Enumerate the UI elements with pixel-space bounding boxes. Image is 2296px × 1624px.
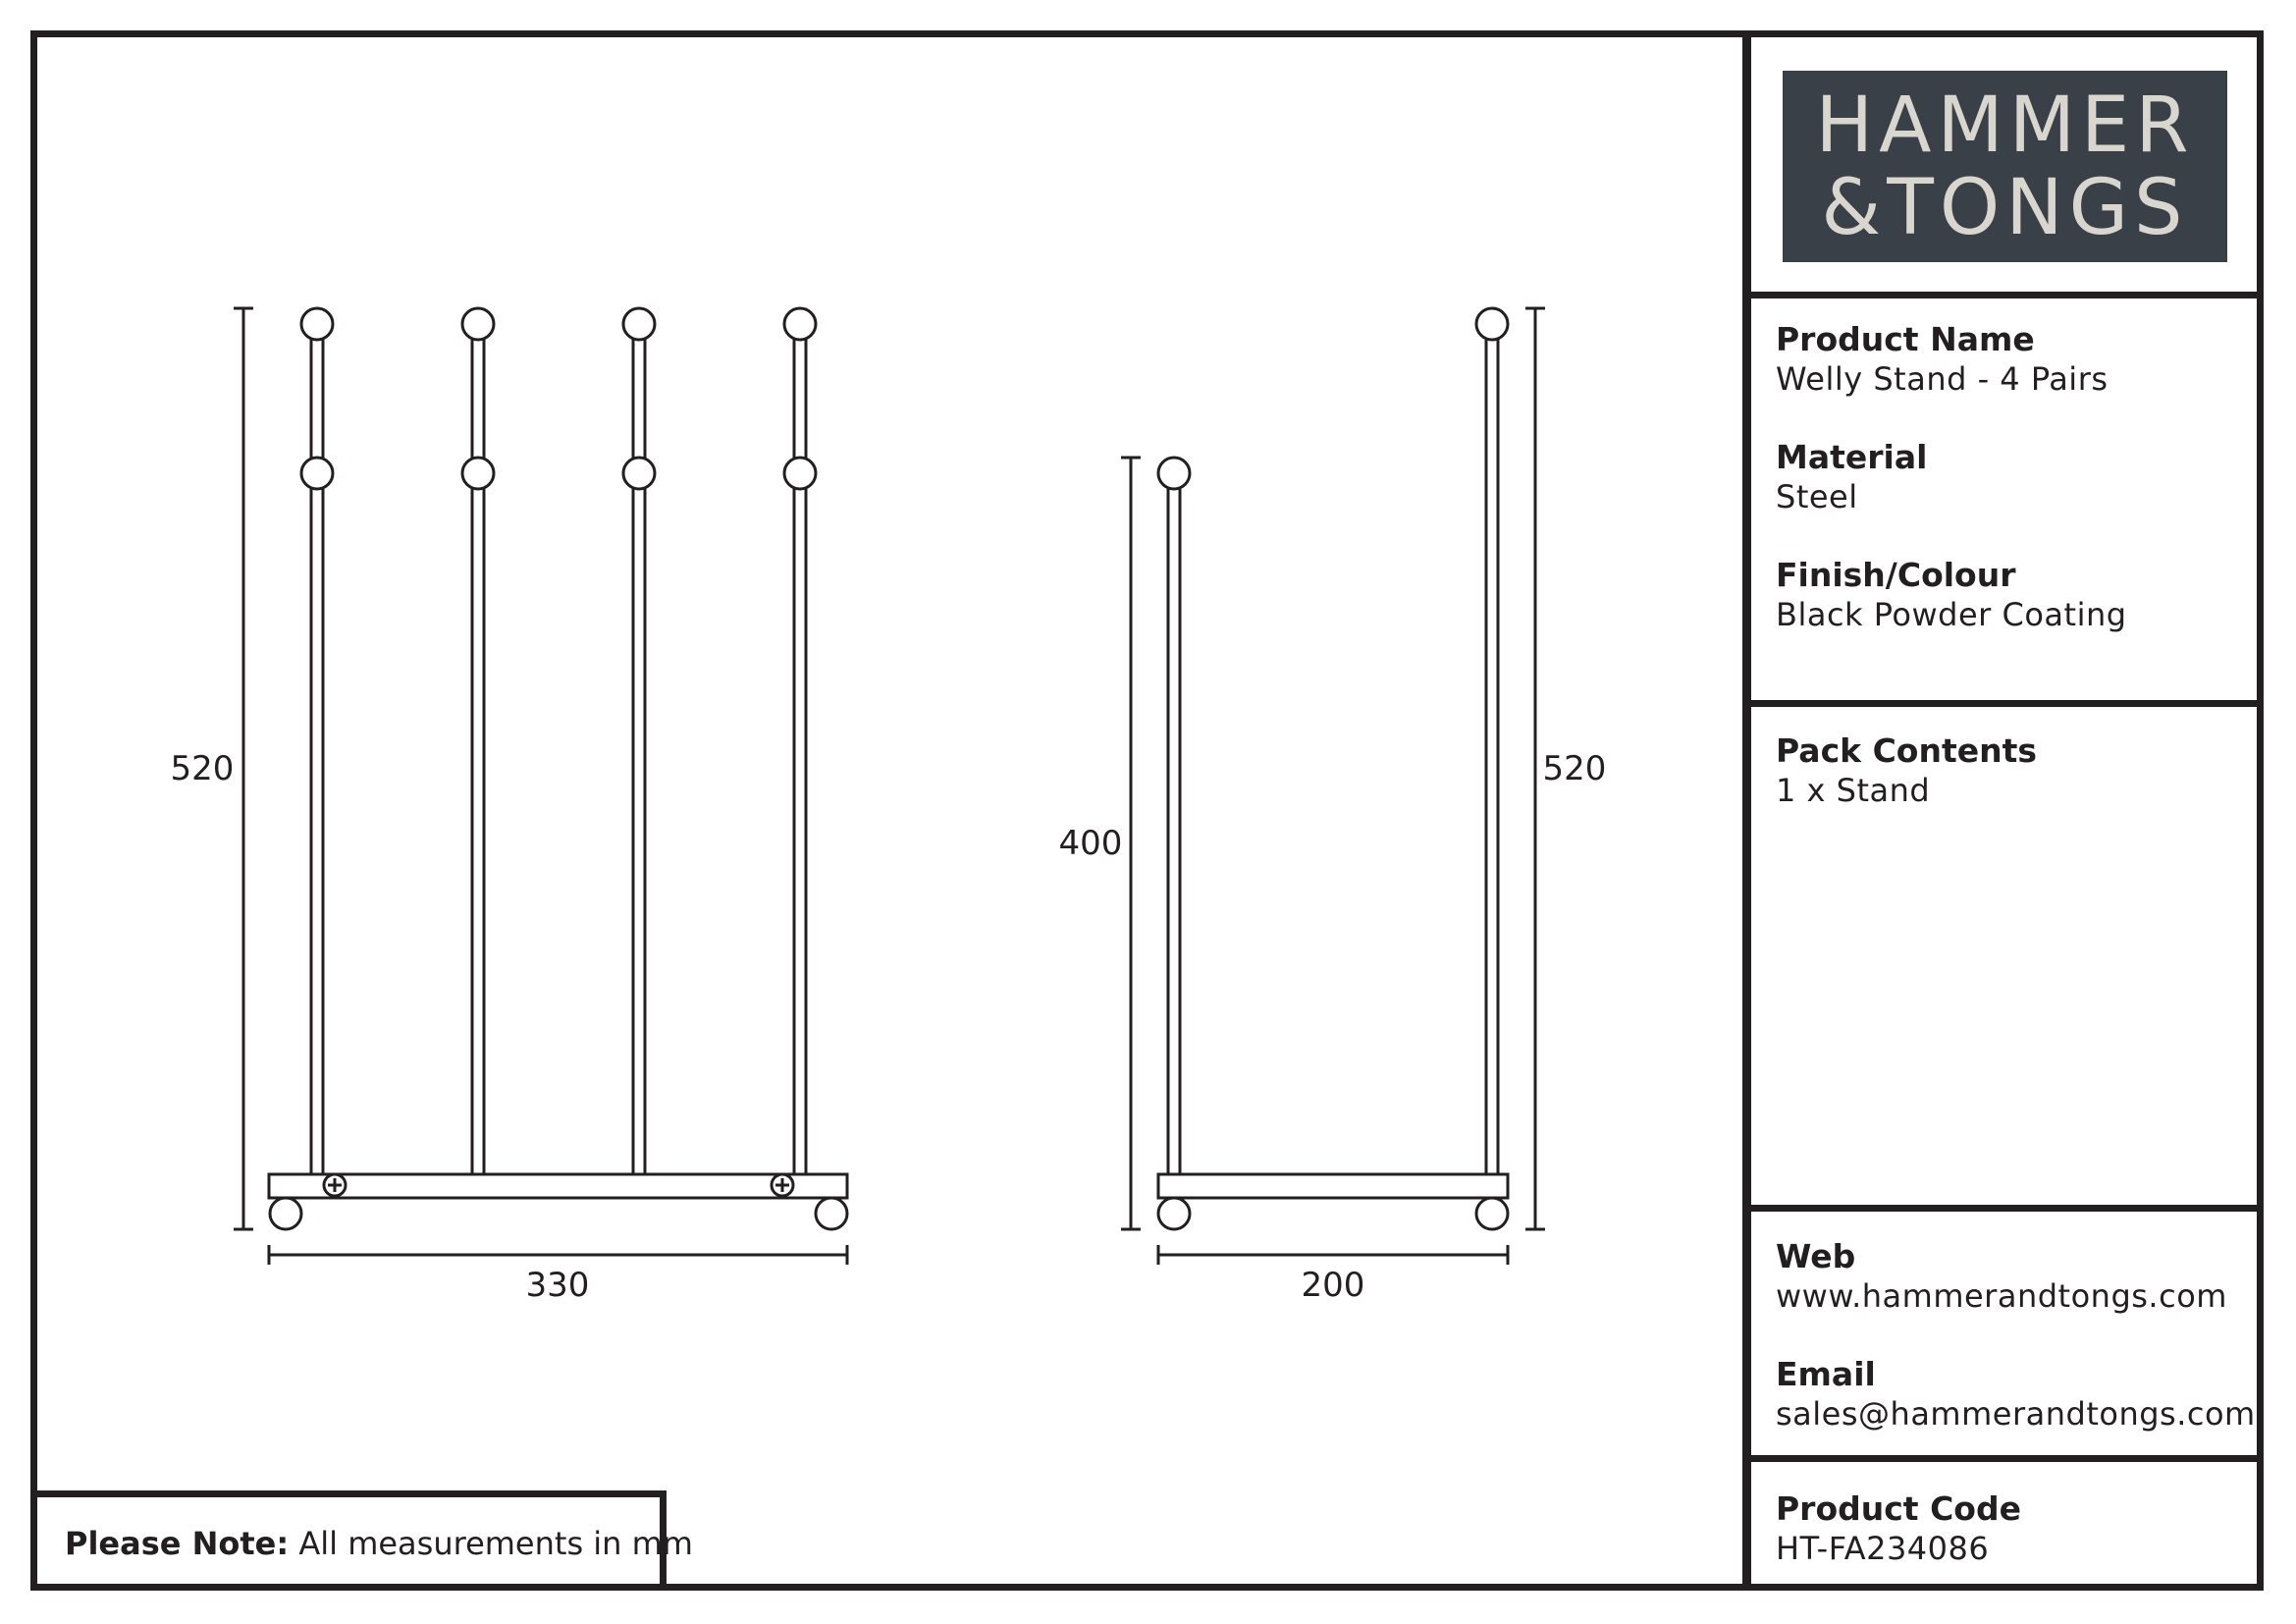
email-link[interactable]: sales@hammerandtongs.com	[1776, 1395, 2256, 1433]
finish-label: Finish/Colour	[1776, 556, 2016, 594]
product-name-label: Product Name	[1776, 320, 2035, 358]
product-code-label: Product Code	[1776, 1489, 2021, 1528]
front-foot-left	[270, 1198, 301, 1229]
contact-panel	[1776, 1237, 2256, 1473]
side-low-height-label: 400	[1058, 824, 1123, 863]
logo-line-1: HAMMER	[1815, 81, 2195, 170]
side-view	[1158, 308, 1508, 1229]
note-label: Please Note:	[65, 1525, 290, 1562]
side-rod-tall	[1486, 338, 1498, 1174]
dimension-lines	[234, 308, 1545, 1265]
product-name-value: Welly Stand - 4 Pairs	[1776, 360, 2109, 398]
side-rod-short	[1168, 487, 1180, 1174]
front-height-label: 520	[170, 749, 235, 788]
side-base-bar	[1158, 1174, 1508, 1198]
pack-contents-label: Pack Contents	[1776, 731, 2038, 770]
front-base-bar	[269, 1174, 847, 1198]
side-knob-short	[1158, 458, 1190, 489]
front-mid-knob-3	[623, 458, 655, 489]
web-label: Web	[1776, 1237, 1856, 1275]
front-mid-knob-1	[301, 458, 333, 489]
front-top-knob-3	[623, 308, 655, 340]
side-foot-right	[1476, 1198, 1508, 1229]
measurement-note	[30, 1490, 693, 1591]
web-link[interactable]: www.hammerandtongs.com	[1776, 1277, 2227, 1315]
material-value: Steel	[1776, 478, 1858, 515]
note-text	[65, 1525, 693, 1562]
side-foot-left	[1158, 1198, 1190, 1229]
front-mid-knob-4	[784, 458, 816, 489]
brand-logo	[1783, 71, 2227, 262]
front-top-knob-4	[784, 308, 816, 340]
pack-contents-value: 1 x Stand	[1776, 772, 1931, 809]
pack-contents-panel	[1776, 731, 2237, 810]
front-view	[269, 308, 847, 1229]
logo-line-2: &TONGS	[1821, 163, 2189, 252]
front-foot-right	[816, 1198, 847, 1229]
product-code-panel	[1776, 1489, 2237, 1568]
side-knob-tall	[1476, 308, 1508, 340]
finish-value: Black Powder Coating	[1776, 596, 2127, 633]
divider-pack	[1751, 1205, 2264, 1212]
side-high-height-label: 520	[1542, 749, 1607, 788]
material-label: Material	[1776, 438, 1928, 476]
note-message: All measurements in mm	[298, 1525, 693, 1562]
email-label: Email	[1776, 1355, 1876, 1393]
divider-logo	[1751, 292, 2264, 298]
divider-specs	[1751, 700, 2264, 707]
front-width-label: 330	[525, 1266, 590, 1305]
side-width-label: 200	[1301, 1266, 1365, 1305]
front-top-knob-2	[462, 308, 494, 340]
front-top-knob-1	[301, 308, 333, 340]
vertical-divider	[1742, 30, 1751, 1591]
front-mid-knob-2	[462, 458, 494, 489]
product-code-value: HT-FA234086	[1776, 1530, 1990, 1567]
product-details-panel	[1776, 320, 2237, 674]
